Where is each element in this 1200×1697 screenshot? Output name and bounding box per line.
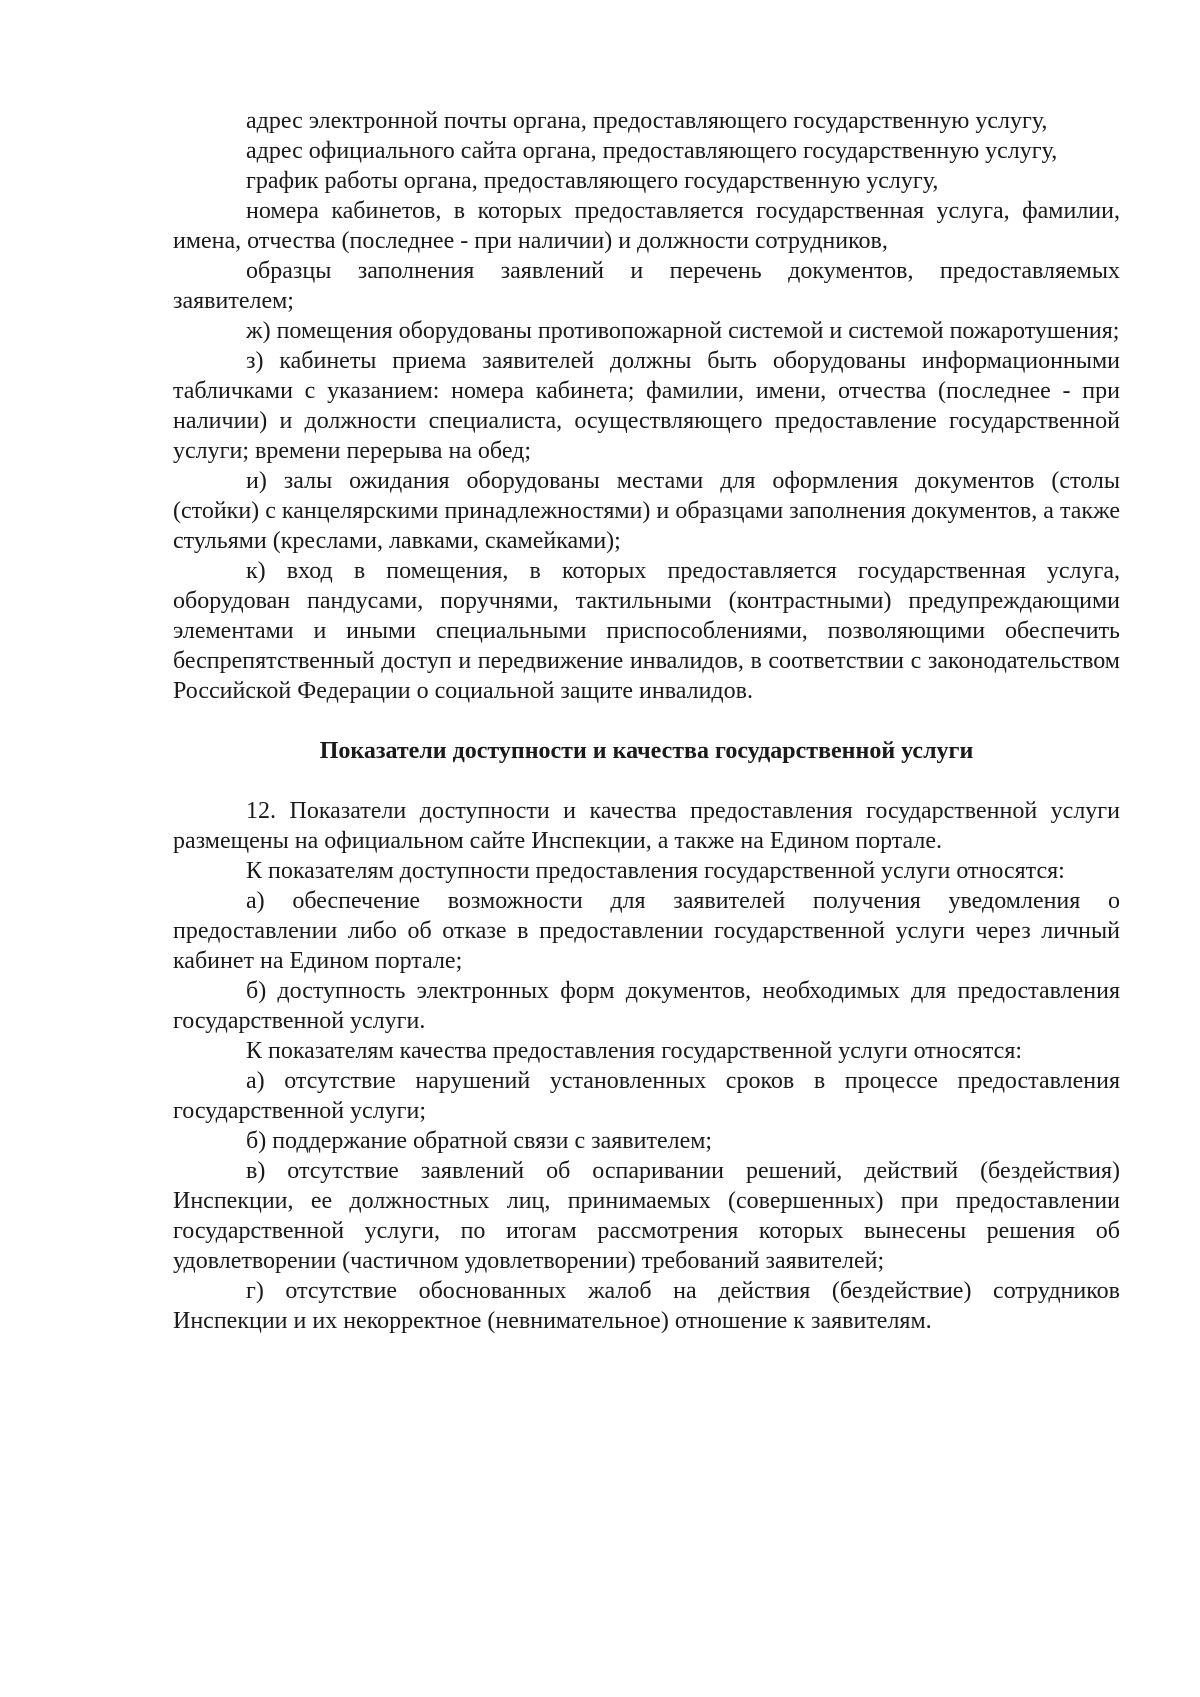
paragraph: К показателям качества предоставления государственной услуги относятся: (246, 1038, 1023, 1064)
paragraph: номера кабинетов, в которых предоставляется государственная услуга, фамилии, имена, отчества (последнее - при наличии) и должности сотрудников, (173, 198, 1120, 254)
paragraph: адрес электронной почты органа, предоставляющего государственную услугу, (246, 108, 1048, 134)
paragraph: график работы органа, предоставляющего государственную услугу, (246, 168, 939, 194)
section-heading: Показатели доступности и качества государственной услуги (319, 738, 974, 764)
paragraph: адрес официального сайта органа, предоставляющего государственную услугу, (246, 138, 1058, 164)
paragraph: б) поддержание обратной связи с заявителем; (246, 1128, 713, 1154)
paragraph: К показателям доступности предоставления государственной услуги относятся: (246, 858, 1065, 884)
paragraph: б) доступность электронных форм документов, необходимых для предоставления государственной услуги. (173, 978, 1120, 1034)
paragraph: к) вход в помещения, в которых предоставляется государственная услуга, оборудован пандусами, поручнями, тактильными (контрастными) предупреждающими элементами и иными специальными приспособлениями, позволяющими обеспечить беспрепятственный доступ и передвижение инвалидов, в соответствии с законодательством Российской Федерации о социальной защите инвалидов. (173, 558, 1120, 704)
paragraph: г) отсутствие обоснованных жалоб на действия (бездействие) сотрудников Инспекции и их некорректное (невнимательное) отношение к заявителям. (173, 1278, 1120, 1334)
paragraph: и) залы ожидания оборудованы местами для оформления документов (столы (стойки) с канцелярскими принадлежностями) и образцами заполнения документов, а также стульями (креслами, лавками, скамейками); (173, 468, 1120, 554)
paragraph: 12. Показатели доступности и качества предоставления государственной услуги размещены на официальном сайте Инспекции, а также на Едином портале. (173, 798, 1120, 854)
paragraph: в) отсутствие заявлений об оспаривании решений, действий (бездействия) Инспекции, ее должностных лиц, принимаемых (совершенных) при предоставлении государственной услуги, по итогам рассмотрения которых вынесены решения об удовлетворении (частичном удовлетворении) требований заявителей; (173, 1158, 1120, 1274)
paragraph: а) обеспечение возможности для заявителей получения уведомления о предоставлении либо об отказе в предоставлении государственной услуги через личный кабинет на Едином портале; (173, 888, 1120, 974)
document-page (173, 106, 1120, 1336)
section-indicators (173, 796, 1120, 1336)
paragraph: а) отсутствие нарушений установленных сроков в процессе предоставления государственной услуги; (173, 1068, 1120, 1124)
paragraph: ж) помещения оборудованы противопожарной системой и системой пожаротушения; (246, 318, 1120, 344)
paragraph: з) кабинеты приема заявителей должны быть оборудованы информационными табличками с указанием: номера кабинета; фамилии, имени, отчества (последнее - при наличии) и должности специалиста, осуществляющего предоставление государственной услуги; времени перерыва на обед; (173, 348, 1120, 464)
section-facilities (173, 106, 1120, 706)
paragraph: образцы заполнения заявлений и перечень документов, предоставляемых заявителем; (173, 258, 1120, 314)
